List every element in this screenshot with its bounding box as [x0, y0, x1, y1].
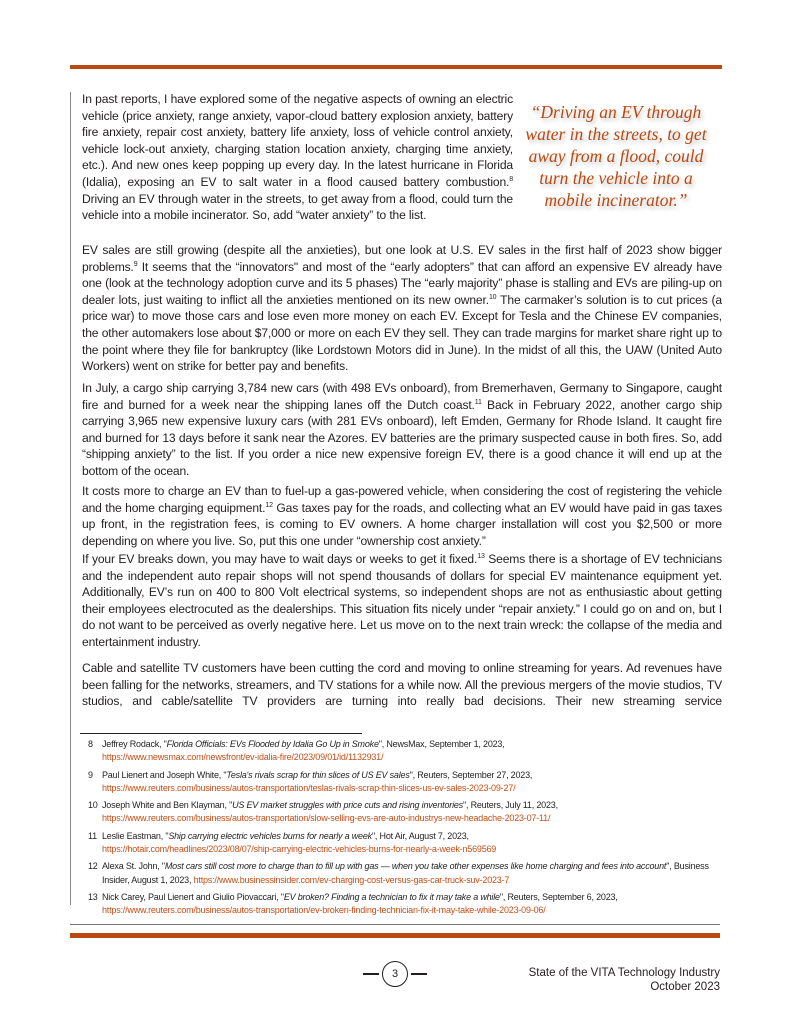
footnote-title: Most cars still cost more to charge than to fill up with gas — when you take other expenses like home charging and fees into account [164, 861, 667, 872]
paragraph-media [82, 660, 722, 710]
footer-accent-bar [70, 933, 720, 938]
text: If your EV breaks down, you may have to wait days or weeks to get it fixed. [82, 552, 478, 566]
text: In past reports, I have explored some of the negative aspects of owning an electric vehicle (price anxiety, range anxiety, vapor-cloud battery explosion anxiety, battery fire anxiety, repair cost anxiety, battery life anxiety, loss of vehicle control anxiety, vehicle lock-out anxiety, charging station location anxiety, charging time anxiety, etc.). And new ones keep popping up every day. In the latest hurricane in Florida (Idalia), exposing an EV to salt water in a flood caused battery combustion. [82, 92, 513, 189]
text: Gas taxes pay for the roads, and collecting what an EV would have paid in gas taxes up front, in the registration fees, is coming to EV owners. A home charger installation will cost you $2,500 or more depending on where you live. So, put this one under “ownership cost anxiety.” [82, 500, 722, 548]
footnote-author: Paul Lienert and Joseph White, " [102, 769, 227, 780]
footnote-author: Joseph White and Ben Klayman, " [102, 800, 233, 811]
footnote-ref[interactable]: 9 [133, 260, 138, 268]
text: The carmaker’s solution is to cut prices (a price war) to move those cars and lose even more money on each EV. Except for Tesla and the Chinese EV companies, the other automakers lose about $7,000 or more on each EV they sell. They can trade margins for market share right up to the point where they file for bankruptcy (like Lordstown Motors did in June). In the midst of all this, the UAW (United Auto Workers) went on strike for better pay and benefits. [82, 292, 722, 374]
footer-info [529, 966, 720, 994]
footnote-number: 10 [88, 800, 98, 811]
footnote-number: 11 [88, 830, 97, 841]
footnote-source: ", Hot Air, August 7, 2023, [371, 830, 469, 841]
footnote-source: ", NewsMax, September 1, 2023, [378, 739, 505, 749]
footnote [88, 738, 728, 765]
footnote-number: 8 [88, 739, 93, 749]
paragraph-ev-sales [82, 242, 722, 375]
footnote-link[interactable]: https://hotair.com/headlines/2023/08/07/ship-carrying-electric-vehicles-burns-for-nearly-a-week-n569569 [102, 844, 497, 855]
page-number-dash [363, 973, 379, 975]
text: EV sales are still growing (despite all the anxieties), but one look at U.S. EV sales in the first half of 2023 show bigger problems. [82, 243, 722, 274]
footnote-ref[interactable]: 13 [477, 552, 485, 560]
footnote-source: ", Reuters, July 11, 2023, [462, 800, 558, 811]
footnote-title: Tesla's rivals scrap for thin slices of US EV sales [226, 769, 410, 780]
page-number [360, 961, 430, 987]
footnote-author: Nick Carey, Paul Lienert and Giulio Piovaccari, " [102, 891, 284, 902]
footnote-link[interactable]: https://www.reuters.com/business/autos-transportation/teslas-rivals-scrap-thin-slices-us-ev-sales-2023-09-27/ [102, 782, 516, 793]
text: In July, a cargo ship carrying 3,784 new cars (with 498 EVs onboard), from Bremerhaven, Germany to Singapore, caught fire and burned for a week near the shipping lanes off the Dutch coast. [82, 381, 722, 412]
header-accent-bar [70, 65, 722, 69]
footnote [88, 799, 728, 826]
text: It costs more to charge an EV than to fuel-up a gas-powered vehicle, when considering the cost of registering the vehicle and the home charging equipment. [82, 484, 722, 515]
footnote [88, 830, 728, 857]
text: Driving an EV through water in the streets, to get away from a flood, could turn the vehicle into a mobile incinerator. So, add “water anxiety” to the list. [82, 191, 513, 223]
left-margin-rule [70, 92, 71, 905]
footnote-separator [80, 733, 362, 734]
page-number-circle: 3 [382, 961, 408, 987]
footnote-title: US EV market struggles with price cuts and rising inventories [232, 800, 463, 811]
footnote [88, 891, 728, 918]
footnote-author: Jeffrey Rodack, " [102, 739, 167, 749]
footnote-ref[interactable]: 8 [509, 175, 513, 183]
footnote-number: 13 [88, 891, 98, 902]
paragraph-repair [82, 551, 722, 651]
footnote [88, 860, 728, 887]
pull-quote: “Driving an EV through water in the streets, to get away from a flood, could turn the vehicle into a mobile incinerator.” [525, 102, 707, 210]
text: Cable and satellite TV customers have been cutting the cord and moving to online streaming for years. Ad revenues have been falling for the networks, streamers, and TV stations for a while now. All the previous mergers of the movie studios, TV studios, and cable/satellite TV providers are turning into really bad decisions. Their new streaming service [82, 661, 722, 709]
footnote-source: ", Reuters, September 6, 2023, [499, 891, 618, 902]
footer-title: State of the VITA Technology Industry [528, 967, 720, 979]
paragraph-water-anxiety [82, 91, 513, 224]
footnote-link[interactable]: https://www.newsmax.com/newsfront/ev-idalia-fire/2023/09/01/id/1132931/ [102, 752, 384, 763]
page-number-dash [411, 973, 427, 975]
footer-rule [70, 924, 720, 925]
footnote-number: 9 [88, 769, 93, 780]
footnote-author: Leslie Eastman, " [102, 830, 169, 841]
footnote-link[interactable]: https://www.reuters.com/business/autos-transportation/ev-broken-finding-technician-fix-it-may-take-while-2023-09-06/ [102, 905, 546, 916]
footnote-title: EV broken? Finding a technician to fix it may take a while [283, 891, 500, 902]
footnote [88, 769, 728, 796]
footnotes [88, 738, 728, 922]
footnote-title: Florida Officials: EVs Flooded by Idalia Go Up in Smoke [166, 739, 379, 749]
paragraph-charging-cost [82, 483, 722, 549]
footnote-ref[interactable]: 12 [265, 501, 273, 509]
footnote-number: 12 [88, 861, 98, 872]
footnote-link[interactable]: https://www.businessinsider.com/ev-charging-cost-versus-gas-car-truck-suv-2023-7 [193, 874, 510, 885]
footnote-title: Ship carrying electric vehicles burns for nearly a week [168, 830, 372, 841]
footnote-ref[interactable]: 11 [474, 398, 482, 406]
footnote-source: ", Reuters, September 27, 2023, [409, 769, 533, 780]
footnote-source: ", Business Insider, August 1, 2023, [102, 861, 709, 885]
paragraph-shipping [82, 380, 722, 480]
text: It seems that the “innovators" and most of the “early adopters” that can afford an expensive EV already have one (look at the technology adoption curve and its 5 phases) The “early majority” phase is stalling and EVs are piling-up on dealer lots, just waiting to inflict all the anxieties mentioned on its new owner. [82, 259, 722, 307]
text: Back in February 2022, another cargo ship carrying 3,965 new expensive luxury cars (with 281 EVs onboard), left Emden, Germany for Rhode Island. It caught fire and burned for 13 days before it sank near the Azores. EV batteries are the primary suspected cause in both fires. So, add “shipping anxiety” to the list. If you order a nice new expensive foreign EV, there is a good chance it will end up at the bottom of the ocean. [82, 397, 722, 478]
footnote-ref[interactable]: 10 [488, 293, 497, 301]
text: Seems there is a shortage of EV technicians and the independent auto repair shops will not spend thousands of dollars for special EV maintenance equipment yet. Additionally, EV’s run on 400 to 800 Volt electrical systems, so independent shops are not as enthusiastic about getting their employees electrocuted as the dealerships. This situation fits nicely under “repair anxiety.” I could go on and on, but I do not want to be perceived as overly negative here. Let us move on to the next train wreck: the collapse of the media and entertainment industry. [82, 552, 723, 649]
footnote-link[interactable]: https://www.reuters.com/business/autos-transportation/slow-selling-evs-are-auto-industrys-new-headache-2023-07-11/ [102, 813, 551, 824]
footnote-author: Alexa St. John, " [102, 861, 165, 872]
footer-date: October 2023 [650, 981, 720, 993]
